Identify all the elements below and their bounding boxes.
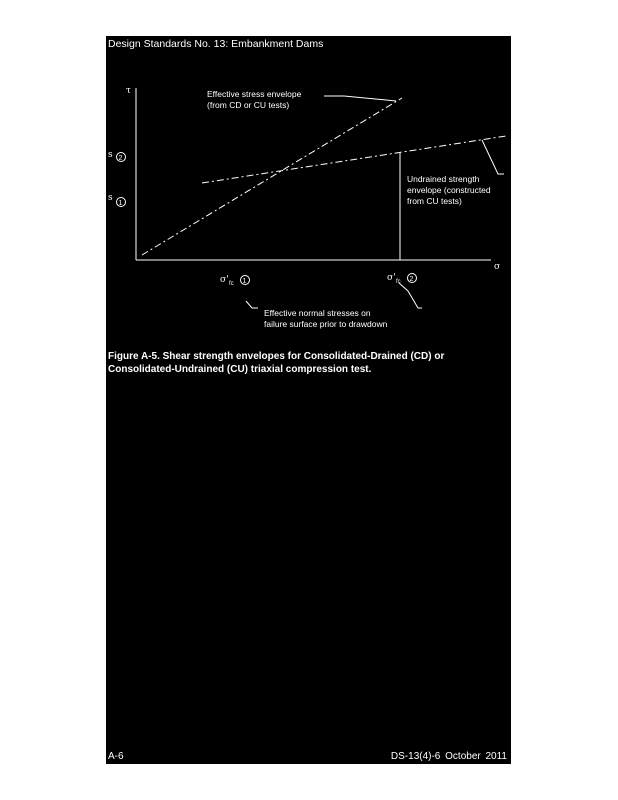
sigma1-index: 1 [242,278,247,285]
undrained-envelope-label-2: envelope (constructed [407,185,491,195]
sigma2-label: σ' [387,273,396,283]
sigma-axis-symbol: σ [494,262,501,272]
undrained-envelope-leader [482,140,504,174]
effective-envelope-leader [324,96,396,101]
normal-stress-label-2: failure surface prior to drawdown [264,319,388,329]
s1-index: 1 [118,200,123,207]
undrained-envelope-label-3: from CU tests) [407,196,462,206]
sigma2-index: 2 [409,276,414,283]
s2-label: s [108,150,113,160]
effective-stress-envelope [142,98,402,255]
undrained-envelope-label-1: Undrained strength [407,174,480,184]
document-page [106,36,511,764]
sigma1-label: σ' [220,275,229,285]
page-header: Design Standards No. 13: Embankment Dams [108,38,324,50]
document-id-date: DS-13(4)-6 October 2011 [390,751,507,762]
sigma1-subscript: fc [229,281,234,287]
s2-index: 2 [118,155,123,162]
effective-envelope-label-1: Effective stress envelope [207,89,302,99]
page-number: A-6 [108,751,124,762]
s1-label: s [108,193,113,203]
effective-envelope-label-2: (from CD or CU tests) [207,100,290,110]
normal-stress-leader-right [399,283,422,308]
figure-caption [108,350,498,376]
normal-stress-label-1: Effective normal stresses on [264,308,371,318]
caption-line-2: Consolidated-Undrained (CU) triaxial compression test. [108,364,372,375]
sigma2-subscript: fc [396,279,401,285]
tau-axis-symbol: τ [126,86,131,96]
caption-line-1: Figure A-5. Shear strength envelopes for Consolidated-Drained (CD) or [108,351,445,362]
normal-stress-leader-left [246,301,258,308]
shear-strength-figure [106,36,511,346]
